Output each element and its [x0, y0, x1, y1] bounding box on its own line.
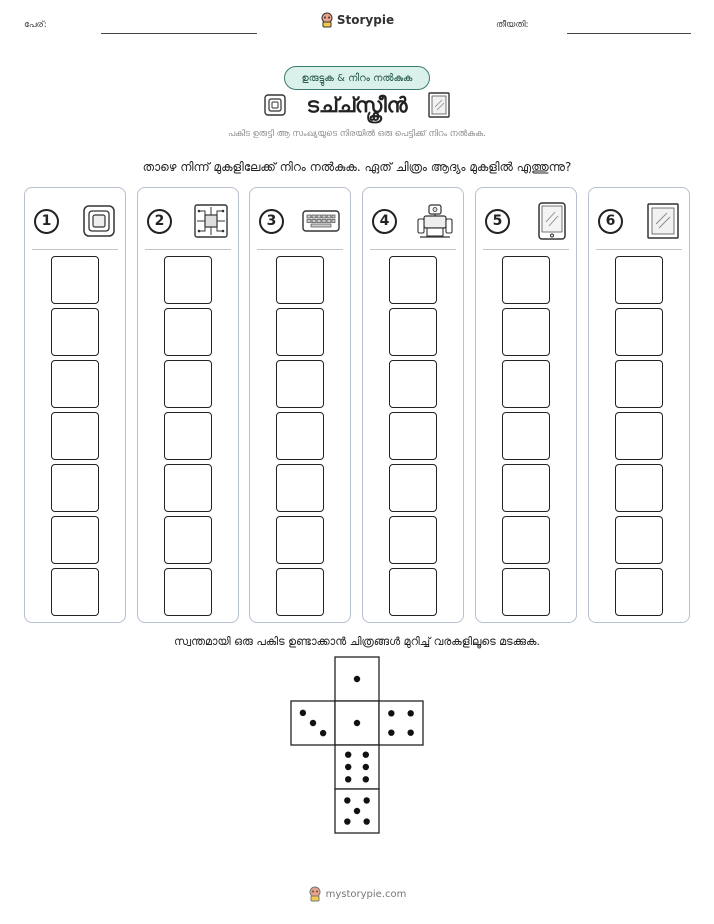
- die-pip: [344, 818, 350, 824]
- cut-fold-instruction: സ്വന്തമായി ഒരു പകിട ഉണ്ടാക്കാൻ ചിത്രങ്ങൾ മുറിച്ച് വരകളിലൂടെ മടക്കുക.: [174, 635, 540, 648]
- die-pip: [354, 676, 360, 682]
- die-pip: [363, 776, 369, 782]
- die-pip: [363, 797, 369, 803]
- name-label: പേര്:: [24, 20, 47, 30]
- column-number: 1: [34, 209, 59, 234]
- die-pip: [388, 710, 394, 716]
- die-pip: [345, 764, 351, 770]
- die-pip: [363, 818, 369, 824]
- question: താഴെ നിന്ന് മുകളിലേക്ക് നിറം നൽകുക. ഏത് ചിത്രം ആദ്യം മുകളിൽ എത്തുന്നു?: [142, 160, 572, 174]
- die-pip: [345, 751, 351, 757]
- storypie-mascot-icon: [308, 886, 322, 902]
- die-face: [379, 701, 423, 745]
- die-pip: [300, 710, 306, 716]
- die-pip: [310, 720, 316, 726]
- die-pip: [407, 710, 413, 716]
- die-pip: [344, 797, 350, 803]
- footer: [0, 886, 714, 902]
- column-number: 6: [598, 209, 623, 234]
- column-number: 2: [147, 209, 172, 234]
- die-pip: [345, 776, 351, 782]
- die-pip: [363, 751, 369, 757]
- activity-type-badge: ഉരുട്ടുക & നിറം നൽകുക: [284, 66, 430, 90]
- die-pip: [388, 729, 394, 735]
- die-pip: [363, 764, 369, 770]
- footer-url: mystorypie.com: [325, 888, 407, 900]
- die-pip: [407, 729, 413, 735]
- die-pip: [320, 730, 326, 736]
- brand-name: Storypie: [336, 13, 395, 27]
- die-pip: [354, 808, 360, 814]
- column-number: 3: [259, 209, 284, 234]
- column-number: 5: [485, 209, 510, 234]
- die-face: [335, 745, 379, 789]
- title-text: ടച്ച്സ്ക്രീൻ: [306, 92, 408, 117]
- subtitle: പകിട ഉരുട്ടി ആ സംഖ്യയുടെ നിരയിൽ ഒരു പെട്ടിക്ക് നിറം നൽകുക.: [228, 129, 486, 139]
- column-number: 4: [372, 209, 397, 234]
- die-pip: [354, 720, 360, 726]
- date-label: തീയതി:: [496, 20, 529, 30]
